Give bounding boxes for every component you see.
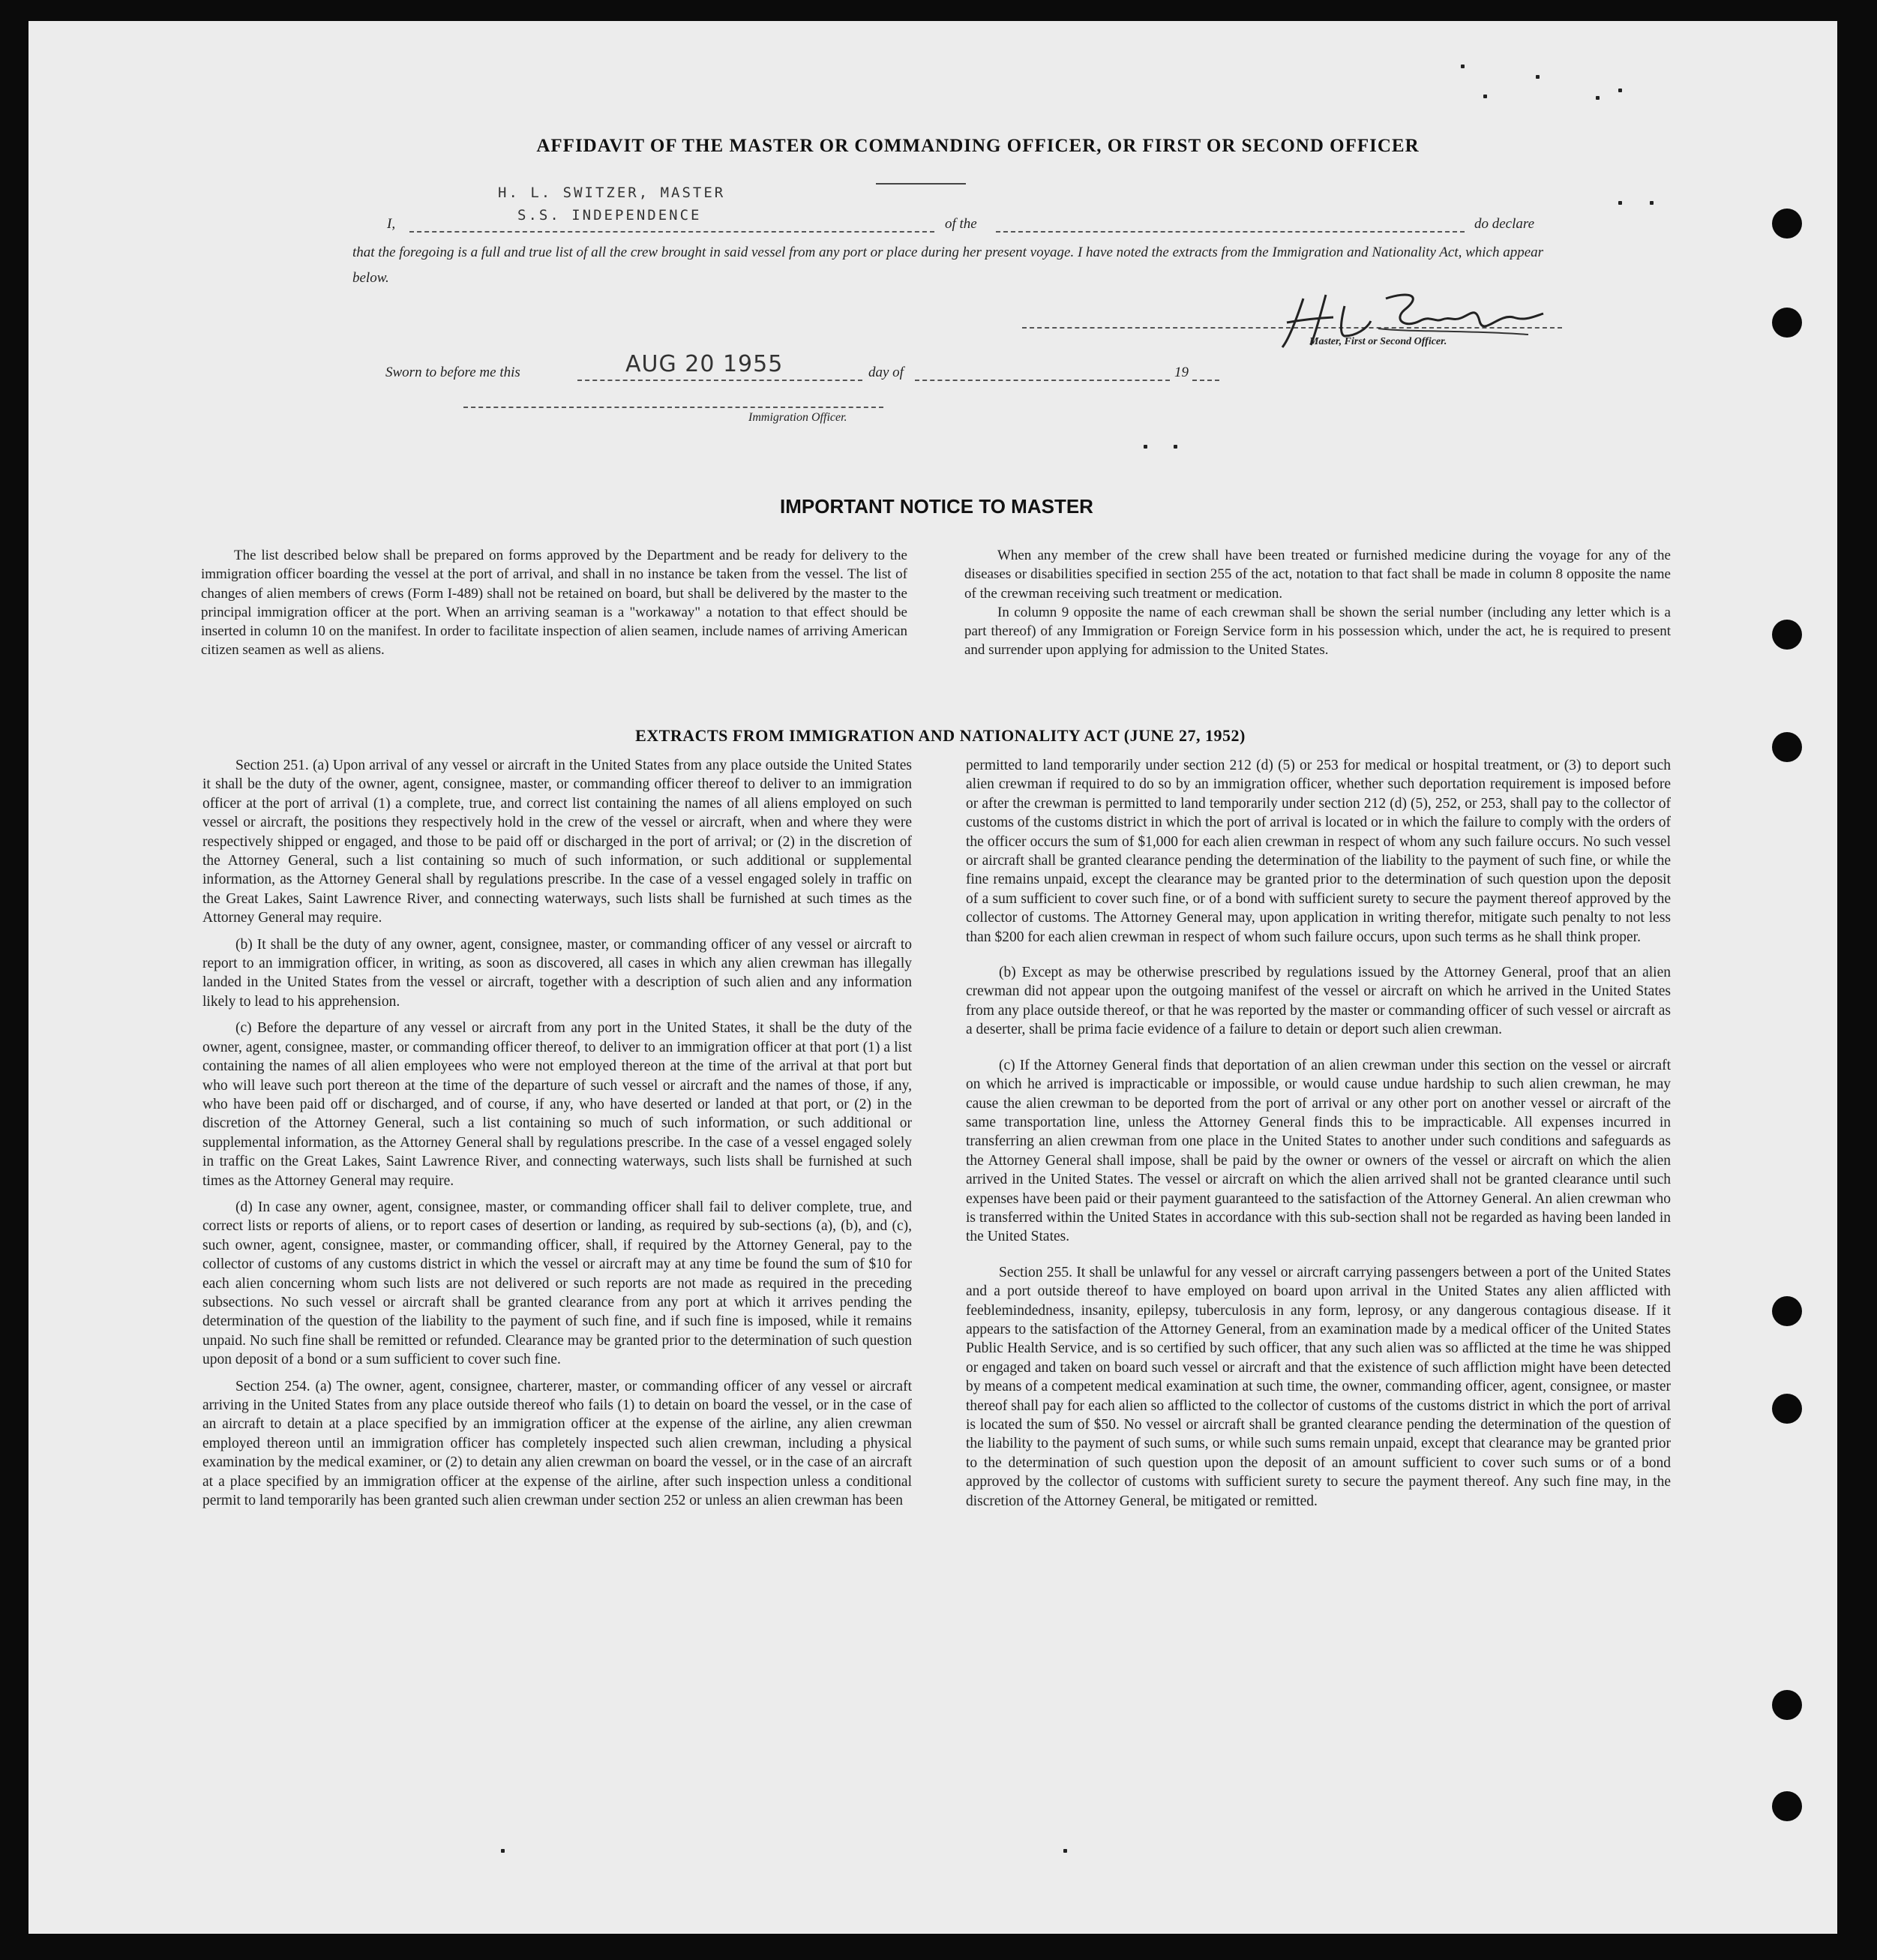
notice-title: IMPORTANT NOTICE TO MASTER <box>780 495 1093 518</box>
speck <box>1483 95 1487 98</box>
title-rule <box>876 183 966 185</box>
of-the-label: of the <box>945 216 977 232</box>
speck <box>1618 201 1622 205</box>
section-251a: Section 251. (a) Upon arrival of any vessel or aircraft in the United States from any place outside the United States it shall be the duty of the owner, agent, consignee, master, or commanding officer thereof to deliver to an immigration officer at the port of arrival (1) a complete, true, and correct list containing the names of all aliens employed on such vessel or aircraft, the positions they respectively hold in the crew of the vessel or aircraft, when and where they were respectively shipped or engaged, and those to be paid off or discharged in the port of arrival; or (2) in the discretion of the Attorney General, such a list containing so much of such information, or such additional or supplemental information, as the Attorney General shall by regulations prescribe. In the case of a vessel engaged solely in traffic on the Great Lakes, Saint Lawrence River, and connecting waterways, such lists shall be furnished at such times as the Attorney General may require. <box>202 758 912 926</box>
punch-hole <box>1772 209 1802 239</box>
officer-line <box>463 407 883 408</box>
officer-caption: Immigration Officer. <box>748 411 847 424</box>
speck <box>1461 65 1465 68</box>
speck <box>1174 445 1177 449</box>
typed-vessel-name: S.S. INDEPENDENCE <box>517 207 702 224</box>
speck <box>1144 445 1147 449</box>
sworn-label: Sworn to before me this <box>385 365 520 380</box>
punch-hole <box>1772 1296 1802 1326</box>
section-254b: (b) Except as may be otherwise prescribed by regulations issued by the Attorney General, proof that an alien crewman did not appear upon the outgoing manifest of the vessel or aircraft on which he arrived in the United States from any place outside thereof, or that he was reported by the master or commanding officer of such vessel or aircraft as a deserter, shall be prima facie evidence of a failure to detain or deport such alien crewman. <box>966 965 1671 1038</box>
year-label: 19 <box>1174 365 1189 380</box>
speck <box>1618 89 1622 92</box>
typed-master-name: H. L. SWITZER, MASTER <box>498 185 726 201</box>
section-251d: (d) In case any owner, agent, consignee, master, or commanding officer shall fail to deliver complete, true, and correct lists or reports of aliens, or to report cases of desertion or landing, as required by sub-sections (a), (b), and (c), such owner, agent, consignee, master, or commanding officer, shall, if required by the Attorney General, pay to the collector of customs of any customs district in which the vessel or aircraft may at any time be found the sum of $10 for each alien concerning whom such lists are not delivered or such reports are not made as required in the preceding subsections. No such vessel or aircraft shall be granted clearance from any port at which it arrives pending the determination of the question of the liability to the payment of such fine, and if such fine is imposed, while it remains unpaid. No such fine shall be remitted or refunded. Clearance may be granted prior to the determination of such question upon deposit of a bond or a sum sufficient to cover such fine. <box>202 1199 912 1368</box>
notice-left-text: The list described below shall be prepared on forms approved by the Department and be ready for delivery to the immigration officer boarding the vessel at the port of arrival, and shall in no instance be taken from the vessel. The list of changes of alien members of crews (Form I-489) shall not be retained on board, but shall be delivered by the master to the principal immigration officer at the port. When an arriving seaman is a "workaway" a notation to that effect should be inserted in column 10 on the manifest. In order to facilitate inspection of alien seamen, include names of arriving American citizen seamen as well as aliens. <box>201 548 907 659</box>
do-declare-label: do declare <box>1474 216 1535 232</box>
speck <box>1650 201 1654 205</box>
sworn-date-line <box>577 380 862 381</box>
day-of-label: day of <box>868 365 904 380</box>
name-line <box>409 231 934 233</box>
punch-hole <box>1772 1791 1802 1821</box>
section-254a: Section 254. (a) The owner, agent, consignee, charterer, master, or commanding officer of any vessel or aircraft arriving in the United States from any place outside thereof who fails (1) to detain on board the vessel, or in the case of an aircraft to detain at a place specified by an immigration officer at the expense of the airline, any alien crewman employed thereon until an immigration officer has completely inspected such alien crewman, including a physical examination by the medical examiner, or (2) to detain any alien crewman on board the vessel, or in the case of an aircraft at a place specified by an immigration officer at the expense of the airline, after such inspection unless a conditional permit to land temporarily has been granted such alien crewman under section 252 or unless an alien crewman has been <box>202 1378 912 1509</box>
signature-caption: Master, First or Second Officer. <box>1309 336 1447 347</box>
section-251b: (b) It shall be the duty of any owner, agent, consignee, master, or commanding officer of any vessel or aircraft to report to an immigration officer, in writing, as soon as discovered, all cases in which any alien crewman has illegally landed in the United States from the vessel or aircraft, together with a description of such alien and any information likely to lead to his apprehension. <box>202 936 912 1010</box>
notice-left <box>201 546 907 660</box>
notice-right-text-2: In column 9 opposite the name of each crewman shall be shown the serial number (including any letter which is a part thereof) of any Immigration or Foreign Service form in his possession which, under the act, he is required to present and surrender upon applying for admission to the United States. <box>964 604 1671 659</box>
speck <box>1536 75 1540 79</box>
section-254c: (c) If the Attorney General finds that deportation of an alien crewman under this section on the vessel or aircraft on which he arrived is impracticable or impossible, or would cause undue hardship to such alien crewman, he may cause the alien crewman to be deported from the port of arrival or any other port on another vessel or aircraft of the same transportation line, unless the Attorney General finds this to be impracticable. All expenses incurred in transferring an alien crewman from one place in the United States to another under such conditions and safeguards as the Attorney General shall impose, shall be paid by the owner or owners of the vessel or aircraft on which the alien arrived in the United States. The vessel or aircraft on which the alien arrived shall not be granted clearance until such expenses have been paid or their payment guaranteed to the satisfaction of the Attorney General. An alien crewman who is transferred within the United States in accordance with this sub-section shall not be regarded as having been landed in the United States. <box>966 1057 1671 1245</box>
vessel-line <box>996 231 1465 233</box>
declaration-text: that the foregoing is a full and true list of all the crew brought in said vessel from any port or place during her present voyage. I have noted the extracts from the Immigration and Nationality Act, which appear below. <box>352 245 1544 286</box>
extracts-title: EXTRACTS FROM IMMIGRATION AND NATIONALITY ACT (JUNE 27, 1952) <box>635 726 1246 745</box>
notice-right-text-1: When any member of the crew shall have been treated or furnished medicine during the voyage for any of the diseases or disabilities specified in section 255 of the act, notation to that fact shall be made in column 8 opposite the name of the crewman receiving such treatment or medication. <box>964 548 1671 602</box>
affidavit-i: I, <box>387 216 396 232</box>
year-line <box>1192 380 1219 381</box>
punch-hole <box>1772 308 1802 338</box>
section-251c: (c) Before the departure of any vessel or aircraft from any port in the United States, it shall be the duty of the owner, agent, consignee, master, or commanding officer thereof, to deliver to an immigration officer at that port (1) a list containing the names of all alien employees who were not employed thereon at the time of the arrival at that port but who will leave such port thereon at the time of the departure of such vessel or aircraft and the names of those, if any, who have been paid off or discharged, and of course, if any, who have deserted or landed at that port, or (2) in the discretion of the Attorney General, such a list containing so much of such information, or such additional or supplemental information, as the Attorney General shall by regulations prescribe. In the case of a vessel engaged solely in traffic on the Great Lakes, Saint Lawrence River, and connecting waterways, such lists shall be furnished at such times as the Attorney General may require. <box>202 1020 912 1189</box>
document-page <box>28 21 1837 1934</box>
speck <box>1596 96 1600 100</box>
section-255: Section 255. It shall be unlawful for any vessel or aircraft carrying passengers between a port of the United States and a port outside thereof to have employed on board upon arrival in the United States any alien afflicted with feeblemindedness, insanity, epilepsy, tuberculosis in any form, leprosy, or any dangerous contagious disease. If it appears to the satisfaction of the Attorney General, from an examination made by a medical officer of the United States Public Health Service, and is so certified by such officer, that any such alien was so afflicted at the time he was shipped or engaged and taken on board such vessel or aircraft and that the existence of such affliction might have been detected by means of a competent medical examination at such time, the owner, commanding officer, agent, consignee, or master thereof shall pay for each alien so afflicted to the collector of customs of the customs district in which the port of arrival is located the sum of $50. No vessel or aircraft shall be granted clearance pending the determination of the question of the liability to the payment of such sums, or while such sums remain unpaid, except that clearance may be granted prior to the determination of such question upon the deposit of an amount sufficient to cover such sums or of a bond approved by the collector of customs with sufficient surety to secure the payment thereof. Any such fine may, in the discretion of the Attorney General, be mitigated or remitted. <box>966 1264 1671 1509</box>
punch-hole <box>1772 620 1802 650</box>
punch-hole <box>1772 1690 1802 1720</box>
affidavit-title: AFFIDAVIT OF THE MASTER OR COMMANDING OFFICER, OR FIRST OR SECOND OFFICER <box>536 136 1420 156</box>
extracts-right-column <box>966 756 1671 1518</box>
punch-hole <box>1772 1394 1802 1424</box>
notice-right <box>964 546 1671 660</box>
extracts-left-column <box>202 756 912 1517</box>
section-254a-continued: permitted to land temporarily under section 212 (d) (5) or 253 for medical or hospital treatment, or (3) to deport such alien crewman if required to do so by an immigration officer, whether such deportation requirement is imposed before or after the crewman is permitted to land temporarily under section 212 (d) (5), 252, or 253, shall pay to the collector of customs of the customs district in which the port of arrival is located or in which the failure to comply with the orders of the officer occurs the sum of $1,000 for each alien crewman in respect of whom any such failure occurs. No such vessel or aircraft shall be granted clearance pending the determination of the liability to the payment of such fine, or while the fine remains unpaid, except the clearance may be granted prior to the determination of such question upon the deposit of a sum sufficient to cover such fine, or of a bond with sufficient surety to secure the payment thereof approved by the collector of customs. The Attorney General may, upon application in writing therefor, mitigate such penalty to not less than $200 for each alien crewman in respect of whom such failure occurs, upon such terms as he shall think proper. <box>966 758 1671 945</box>
speck <box>1063 1849 1067 1853</box>
month-line <box>915 380 1170 381</box>
speck <box>501 1849 505 1853</box>
date-stamp: AUG 20 1955 <box>625 351 784 377</box>
